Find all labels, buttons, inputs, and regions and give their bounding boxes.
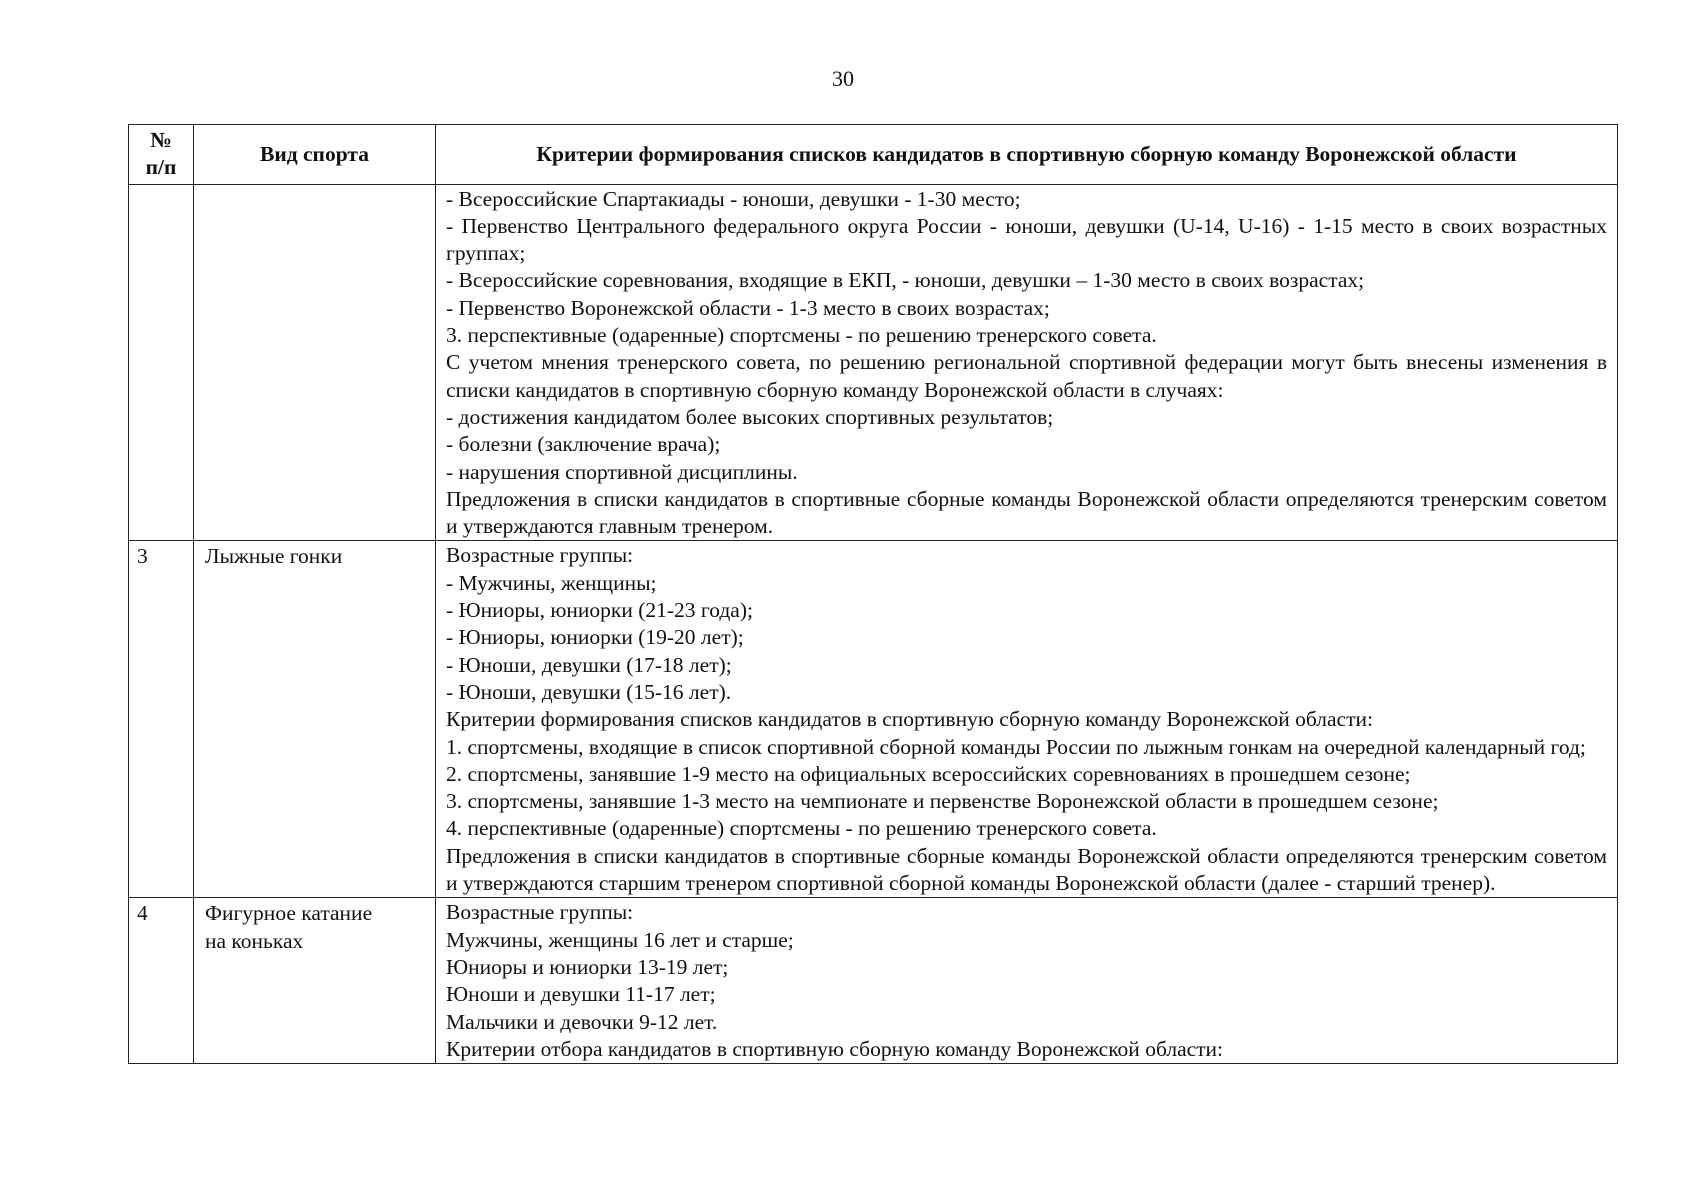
page-number: 30	[832, 66, 854, 91]
criteria-line: Критерии формирования списков кандидатов в спортивную сборную команду Воронежской области:	[446, 707, 1373, 732]
criteria-line: - Юноши, девушки (17-18 лет);	[446, 652, 732, 677]
criteria-line: - достижения кандидатом более высоких спортивных результатов;	[446, 404, 1054, 429]
criteria-line: Предложения в списки кандидатов в спортивные сборные команды Воронежской области определяются тренерским советом и утверждаются старшим тренером спортивной сборной команды Воронежской области (далее - старший тренер).	[446, 843, 1607, 896]
criteria-table	[128, 124, 1618, 1064]
criteria-line: С учетом мнения тренерского совета, по решению региональной спортивной федерации могут быть внесены изменения в списки кандидатов в спортивную сборную команду Воронежской области в случаях:	[446, 350, 1607, 402]
criteria-line: Предложения в списки кандидатов в спортивные сборные команды Воронежской области определяются тренерским советом и утверждаются главным тренером.	[446, 486, 1607, 539]
row-criteria	[436, 898, 1618, 1064]
row-sport	[194, 541, 436, 898]
table-header-row	[129, 125, 1618, 185]
criteria-line: - Мужчины, женщины;	[446, 570, 657, 595]
criteria-line: - Всероссийские Спартакиады - юноши, девушки - 1-30 место;	[446, 186, 1021, 211]
header-sport-label: Вид спорта	[260, 141, 369, 166]
row-num: 4	[129, 898, 194, 1064]
criteria-line: - нарушения спортивной дисциплины.	[446, 459, 798, 484]
header-criteria-label: Критерии формирования списков кандидатов в спортивную сборную команду Воронежской области	[536, 141, 1517, 166]
header-num-label: № п/п	[145, 128, 177, 180]
criteria-line: Мужчины, женщины 16 лет и старше;	[446, 927, 794, 952]
criteria-line: 2. спортсмены, занявшие 1-9 место на официальных всероссийских соревнованиях в прошедшем сезоне;	[446, 761, 1411, 786]
criteria-line: Мальчики и девочки 9-12 лет.	[446, 1009, 718, 1034]
row-criteria	[436, 541, 1618, 898]
sport-label: Лыжные гонки	[205, 544, 343, 569]
criteria-line: - Юниоры, юниорки (21-23 года);	[446, 598, 753, 623]
row-num: 3	[129, 541, 194, 898]
criteria-line: - Первенство Центрального федерального округа России - юноши, девушки (U-14, U-16) - 1-15 место в своих возрастных группах;	[446, 213, 1607, 266]
criteria-line: 1. спортсмены, входящие в список спортивной сборной команды России по лыжным гонкам на очередной календарный год;	[446, 734, 1586, 759]
table-row	[129, 541, 1618, 898]
criteria-line: Критерии отбора кандидатов в спортивную сборную команду Воронежской области:	[446, 1036, 1224, 1061]
table-row	[129, 898, 1618, 1064]
header-sport	[194, 125, 436, 185]
row-criteria	[436, 184, 1618, 541]
criteria-line: - Юноши, девушки (15-16 лет).	[446, 679, 732, 704]
criteria-line: Юноши и девушки 11-17 лет;	[446, 982, 716, 1007]
row-sport	[194, 898, 436, 1064]
criteria-line: - Первенство Воронежской области - 1-3 место в своих возрастах;	[446, 295, 1050, 320]
sport-label: Фигурное катание на коньках	[205, 901, 373, 953]
row-num	[129, 184, 194, 541]
criteria-line: - болезни (заключение врача);	[446, 432, 721, 457]
criteria-line: Юниоры и юниорки 13-19 лет;	[446, 954, 729, 979]
criteria-line: Возрастные группы:	[446, 900, 634, 925]
criteria-line: - Всероссийские соревнования, входящие в ЕКП, - юноши, девушки – 1-30 место в своих возрастах;	[446, 268, 1365, 293]
criteria-line: Возрастные группы:	[446, 543, 634, 568]
table-row	[129, 184, 1618, 541]
criteria-line: 3. спортсмены, занявшие 1-3 место на чемпионате и первенстве Воронежской области в прошедшем сезоне;	[446, 789, 1439, 814]
criteria-line: - Юниоры, юниорки (19-20 лет);	[446, 625, 744, 650]
header-num	[129, 125, 194, 185]
header-criteria	[436, 125, 1618, 185]
criteria-line: 4. перспективные (одаренные) спортсмены - по решению тренерского совета.	[446, 816, 1157, 841]
criteria-line: 3. перспективные (одаренные) спортсмены - по решению тренерского совета.	[446, 323, 1157, 348]
row-sport	[194, 184, 436, 541]
